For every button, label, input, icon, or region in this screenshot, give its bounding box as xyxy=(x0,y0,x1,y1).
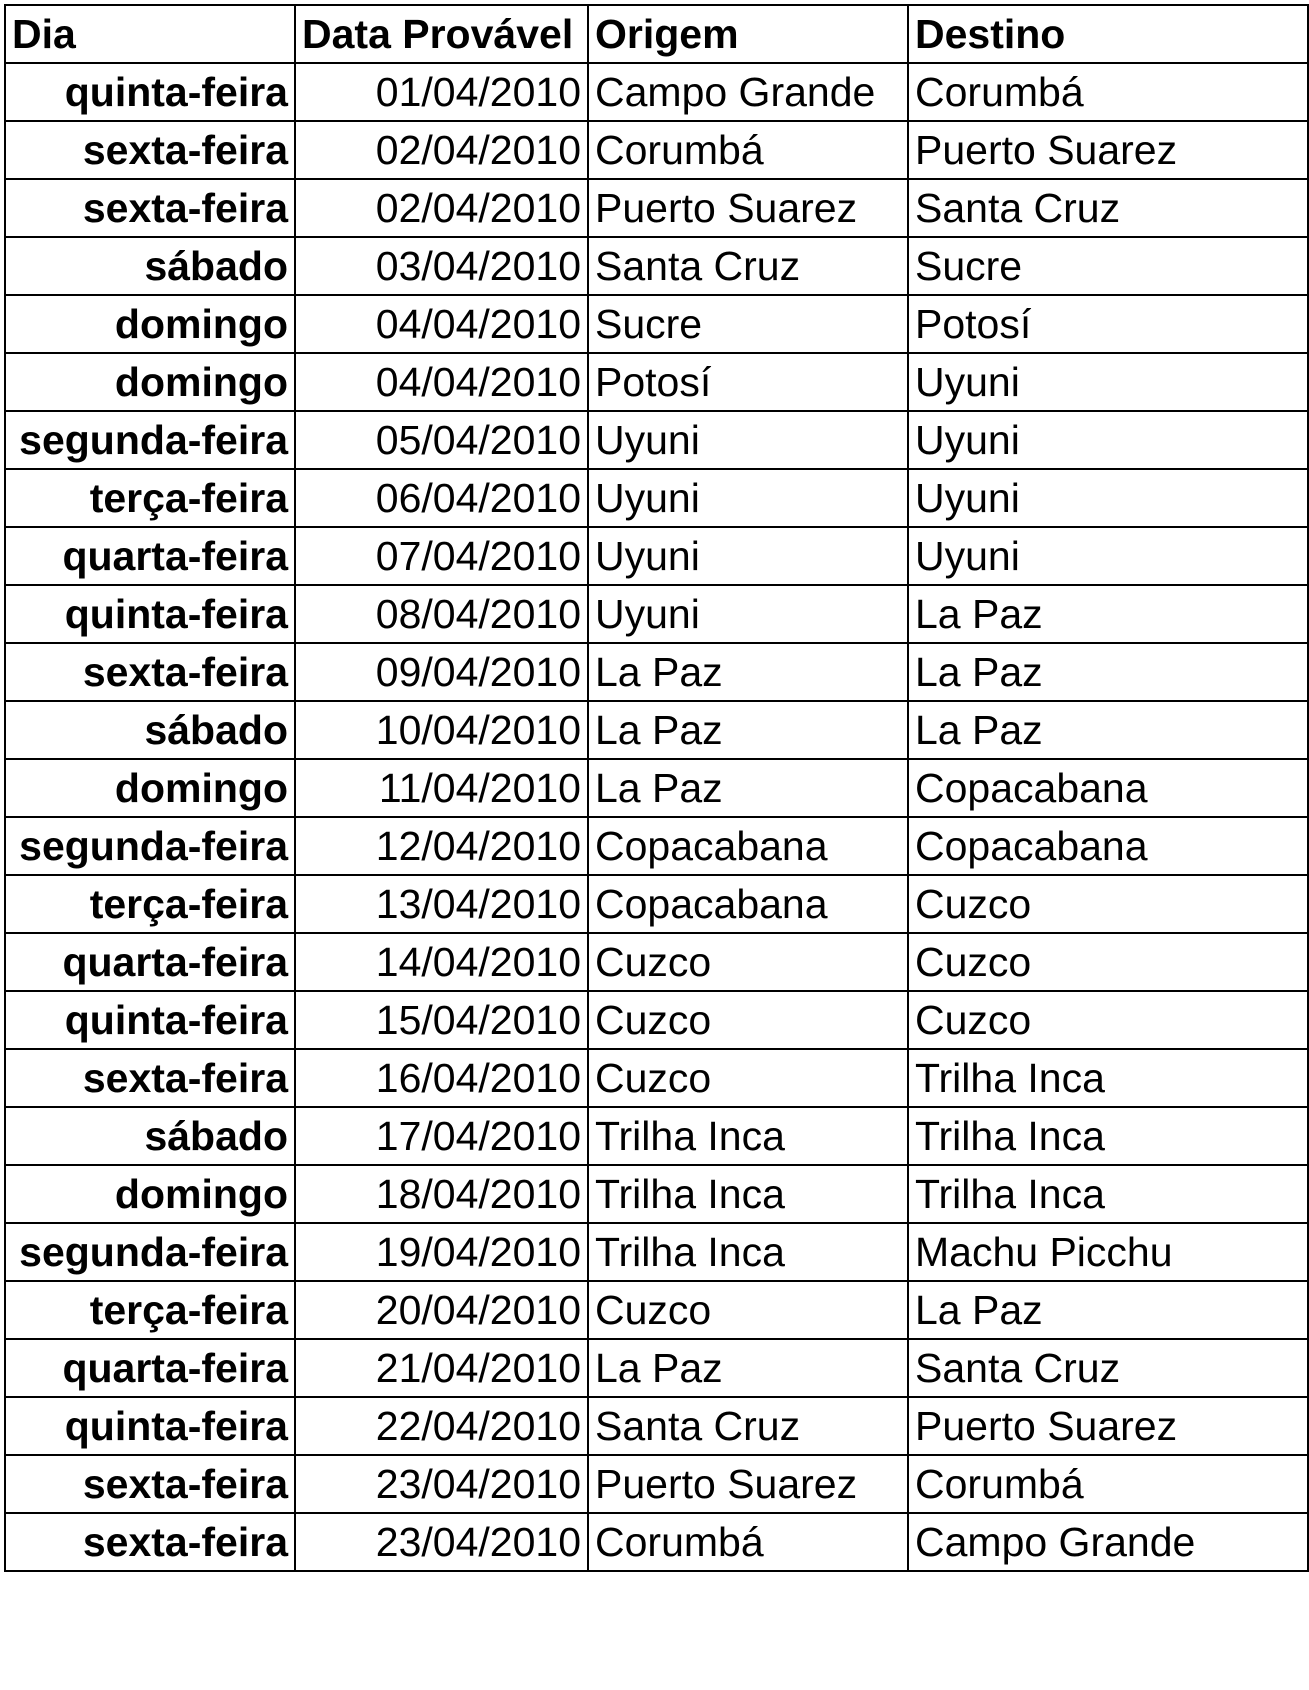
cell-dia: terça-feira xyxy=(5,875,295,933)
cell-destino: Uyuni xyxy=(908,411,1308,469)
header-row xyxy=(5,5,1308,63)
cell-destino: La Paz xyxy=(908,1281,1308,1339)
cell-data-provavel: 16/04/2010 xyxy=(295,1049,588,1107)
cell-data-provavel: 09/04/2010 xyxy=(295,643,588,701)
cell-dia: quinta-feira xyxy=(5,63,295,121)
cell-data-provavel: 03/04/2010 xyxy=(295,237,588,295)
cell-data-provavel: 21/04/2010 xyxy=(295,1339,588,1397)
table-row xyxy=(5,991,1308,1049)
cell-origem: La Paz xyxy=(588,759,908,817)
cell-dia: domingo xyxy=(5,353,295,411)
cell-dia: sexta-feira xyxy=(5,179,295,237)
cell-data-provavel: 18/04/2010 xyxy=(295,1165,588,1223)
cell-dia: domingo xyxy=(5,759,295,817)
cell-data-provavel: 06/04/2010 xyxy=(295,469,588,527)
header-data-provavel: Data Provável xyxy=(295,5,588,63)
cell-destino: Corumbá xyxy=(908,1455,1308,1513)
table-row xyxy=(5,1223,1308,1281)
table-row xyxy=(5,1165,1308,1223)
cell-destino: Santa Cruz xyxy=(908,179,1308,237)
cell-data-provavel: 23/04/2010 xyxy=(295,1455,588,1513)
table-row xyxy=(5,1339,1308,1397)
cell-destino: Corumbá xyxy=(908,63,1308,121)
cell-origem: Trilha Inca xyxy=(588,1107,908,1165)
cell-data-provavel: 02/04/2010 xyxy=(295,121,588,179)
cell-data-provavel: 13/04/2010 xyxy=(295,875,588,933)
cell-destino: Cuzco xyxy=(908,875,1308,933)
table-row xyxy=(5,1049,1308,1107)
cell-data-provavel: 17/04/2010 xyxy=(295,1107,588,1165)
table-row xyxy=(5,295,1308,353)
cell-origem: Copacabana xyxy=(588,817,908,875)
cell-dia: domingo xyxy=(5,295,295,353)
cell-dia: quinta-feira xyxy=(5,585,295,643)
cell-origem: Cuzco xyxy=(588,1049,908,1107)
table-row xyxy=(5,121,1308,179)
table-row xyxy=(5,1397,1308,1455)
cell-origem: La Paz xyxy=(588,1339,908,1397)
cell-origem: Uyuni xyxy=(588,411,908,469)
header-destino: Destino xyxy=(908,5,1308,63)
cell-origem: Trilha Inca xyxy=(588,1223,908,1281)
cell-data-provavel: 10/04/2010 xyxy=(295,701,588,759)
cell-data-provavel: 15/04/2010 xyxy=(295,991,588,1049)
cell-dia: sábado xyxy=(5,1107,295,1165)
cell-destino: La Paz xyxy=(908,585,1308,643)
cell-dia: sexta-feira xyxy=(5,1513,295,1571)
cell-dia: quarta-feira xyxy=(5,933,295,991)
cell-data-provavel: 12/04/2010 xyxy=(295,817,588,875)
cell-data-provavel: 22/04/2010 xyxy=(295,1397,588,1455)
cell-origem: Corumbá xyxy=(588,121,908,179)
cell-dia: quinta-feira xyxy=(5,991,295,1049)
cell-origem: Sucre xyxy=(588,295,908,353)
cell-destino: Uyuni xyxy=(908,469,1308,527)
header-origem: Origem xyxy=(588,5,908,63)
cell-data-provavel: 23/04/2010 xyxy=(295,1513,588,1571)
cell-data-provavel: 04/04/2010 xyxy=(295,353,588,411)
cell-destino: La Paz xyxy=(908,701,1308,759)
cell-origem: Trilha Inca xyxy=(588,1165,908,1223)
table-row xyxy=(5,1513,1308,1571)
cell-data-provavel: 02/04/2010 xyxy=(295,179,588,237)
cell-destino: Trilha Inca xyxy=(908,1049,1308,1107)
table-row xyxy=(5,1107,1308,1165)
cell-origem: La Paz xyxy=(588,701,908,759)
cell-dia: quinta-feira xyxy=(5,1397,295,1455)
table-row xyxy=(5,759,1308,817)
cell-origem: Cuzco xyxy=(588,1281,908,1339)
cell-destino: Uyuni xyxy=(908,353,1308,411)
cell-origem: Puerto Suarez xyxy=(588,179,908,237)
cell-origem: Potosí xyxy=(588,353,908,411)
table-row xyxy=(5,63,1308,121)
table-row xyxy=(5,527,1308,585)
cell-destino: Potosí xyxy=(908,295,1308,353)
table-row xyxy=(5,1281,1308,1339)
cell-data-provavel: 19/04/2010 xyxy=(295,1223,588,1281)
cell-data-provavel: 11/04/2010 xyxy=(295,759,588,817)
cell-dia: terça-feira xyxy=(5,469,295,527)
cell-data-provavel: 07/04/2010 xyxy=(295,527,588,585)
cell-origem: Uyuni xyxy=(588,469,908,527)
cell-destino: Machu Picchu xyxy=(908,1223,1308,1281)
cell-destino: Copacabana xyxy=(908,817,1308,875)
table-body xyxy=(5,63,1308,1571)
cell-data-provavel: 20/04/2010 xyxy=(295,1281,588,1339)
table-row xyxy=(5,469,1308,527)
table-row xyxy=(5,701,1308,759)
cell-destino: Copacabana xyxy=(908,759,1308,817)
cell-destino: Trilha Inca xyxy=(908,1107,1308,1165)
cell-dia: segunda-feira xyxy=(5,411,295,469)
cell-origem: Puerto Suarez xyxy=(588,1455,908,1513)
table-row xyxy=(5,817,1308,875)
cell-data-provavel: 08/04/2010 xyxy=(295,585,588,643)
cell-dia: sexta-feira xyxy=(5,1455,295,1513)
table-row xyxy=(5,1455,1308,1513)
cell-origem: Santa Cruz xyxy=(588,237,908,295)
cell-origem: La Paz xyxy=(588,643,908,701)
cell-destino: Cuzco xyxy=(908,933,1308,991)
cell-origem: Corumbá xyxy=(588,1513,908,1571)
table-row xyxy=(5,353,1308,411)
cell-data-provavel: 04/04/2010 xyxy=(295,295,588,353)
cell-destino: Trilha Inca xyxy=(908,1165,1308,1223)
cell-dia: sexta-feira xyxy=(5,643,295,701)
cell-data-provavel: 01/04/2010 xyxy=(295,63,588,121)
table-row xyxy=(5,237,1308,295)
cell-destino: Uyuni xyxy=(908,527,1308,585)
cell-origem: Uyuni xyxy=(588,585,908,643)
cell-dia: quarta-feira xyxy=(5,527,295,585)
cell-destino: La Paz xyxy=(908,643,1308,701)
cell-dia: quarta-feira xyxy=(5,1339,295,1397)
cell-destino: Puerto Suarez xyxy=(908,1397,1308,1455)
header-dia: Dia xyxy=(5,5,295,63)
cell-destino: Sucre xyxy=(908,237,1308,295)
cell-destino: Campo Grande xyxy=(908,1513,1308,1571)
cell-origem: Cuzco xyxy=(588,933,908,991)
cell-origem: Cuzco xyxy=(588,991,908,1049)
cell-destino: Cuzco xyxy=(908,991,1308,1049)
cell-dia: sexta-feira xyxy=(5,121,295,179)
cell-dia: terça-feira xyxy=(5,1281,295,1339)
table-row xyxy=(5,933,1308,991)
cell-destino: Puerto Suarez xyxy=(908,121,1308,179)
cell-destino: Santa Cruz xyxy=(908,1339,1308,1397)
table-row xyxy=(5,179,1308,237)
cell-origem: Santa Cruz xyxy=(588,1397,908,1455)
cell-dia: sexta-feira xyxy=(5,1049,295,1107)
cell-origem: Copacabana xyxy=(588,875,908,933)
cell-dia: sábado xyxy=(5,701,295,759)
itinerary-sheet xyxy=(4,4,1307,1688)
table-row xyxy=(5,585,1308,643)
table-row xyxy=(5,643,1308,701)
cell-dia: sábado xyxy=(5,237,295,295)
itinerary-table xyxy=(4,4,1309,1572)
cell-dia: segunda-feira xyxy=(5,817,295,875)
cell-data-provavel: 05/04/2010 xyxy=(295,411,588,469)
cell-data-provavel: 14/04/2010 xyxy=(295,933,588,991)
table-row xyxy=(5,411,1308,469)
table-row xyxy=(5,875,1308,933)
cell-origem: Uyuni xyxy=(588,527,908,585)
cell-dia: segunda-feira xyxy=(5,1223,295,1281)
cell-dia: domingo xyxy=(5,1165,295,1223)
cell-origem: Campo Grande xyxy=(588,63,908,121)
